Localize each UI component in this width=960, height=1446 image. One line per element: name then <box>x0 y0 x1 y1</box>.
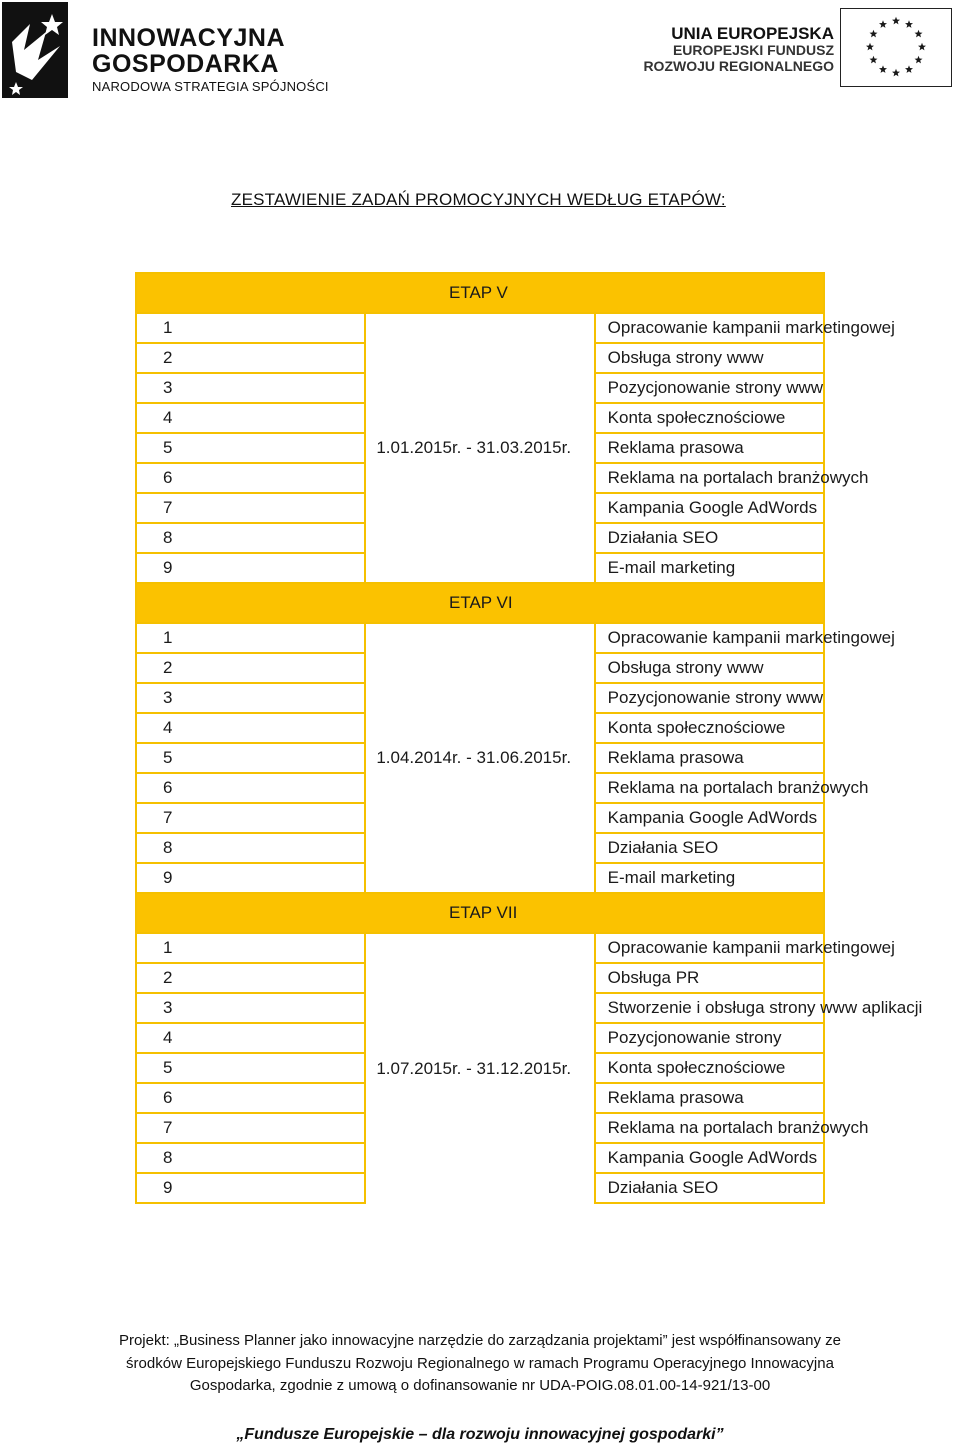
stage-label: ETAP VII <box>136 893 824 933</box>
stage-label: ETAP V <box>136 273 824 313</box>
task-number: 5 <box>136 743 365 773</box>
eu-star-icon <box>915 56 923 64</box>
eu-star-icon <box>905 20 913 28</box>
stage-header-row <box>136 583 824 623</box>
task-name: Konta społecznościowe <box>595 1053 824 1083</box>
task-number: 5 <box>136 1053 365 1083</box>
task-number: 6 <box>136 1083 365 1113</box>
task-name: Reklama na portalach branżowych <box>595 463 824 493</box>
table-row <box>136 313 824 343</box>
task-number: 7 <box>136 1113 365 1143</box>
eu-line-3: ROZWOJU REGIONALNEGO <box>643 59 834 75</box>
eu-logo-text <box>643 24 834 74</box>
task-number: 3 <box>136 683 365 713</box>
footer <box>0 1330 960 1446</box>
eu-star-icon <box>918 43 926 51</box>
task-number: 7 <box>136 803 365 833</box>
task-name: Kampania Google AdWords <box>595 493 824 523</box>
task-name: Kampania Google AdWords <box>595 1143 824 1173</box>
eu-star-icon <box>905 65 913 73</box>
eu-star-icon <box>915 30 923 38</box>
task-number: 1 <box>136 623 365 653</box>
task-name: Działania SEO <box>595 833 824 863</box>
task-name: Konta społecznościowe <box>595 713 824 743</box>
footer-line-2: środków Europejskiego Funduszu Rozwoju Regionalnego w ramach Programu Operacyjnego Innowacyjna <box>0 1353 960 1376</box>
eu-star-icon <box>879 20 887 28</box>
task-name: Obsługa strony www <box>595 343 824 373</box>
stage-header-row <box>136 893 824 933</box>
task-number: 8 <box>136 523 365 553</box>
stage-label: ETAP VI <box>136 583 824 623</box>
task-name: Reklama prasowa <box>595 743 824 773</box>
task-number: 9 <box>136 863 365 893</box>
stages-table <box>135 272 825 1204</box>
task-number: 1 <box>136 933 365 963</box>
logo-line-1: INNOWACYJNA <box>92 26 285 51</box>
task-number: 8 <box>136 1143 365 1173</box>
eu-star-icon <box>869 30 877 38</box>
task-name: Działania SEO <box>595 1173 824 1203</box>
stage-header-row <box>136 273 824 313</box>
innowacyjna-gospodarka-logo <box>2 2 332 98</box>
page-title: ZESTAWIENIE ZADAŃ PROMOCYJNYCH WEDŁUG ETAPÓW: <box>231 190 726 210</box>
task-number: 4 <box>136 1023 365 1053</box>
footer-slogan: „Fundusze Europejskie – dla rozwoju innowacyjnej gospodarki” <box>0 1424 960 1446</box>
task-name: Stworzenie i obsługa strony www aplikacji <box>595 993 824 1023</box>
task-number: 4 <box>136 403 365 433</box>
stages-grid <box>135 272 825 1204</box>
task-name: Opracowanie kampanii marketingowej <box>595 933 824 963</box>
task-number: 2 <box>136 343 365 373</box>
task-number: 8 <box>136 833 365 863</box>
task-name: Reklama prasowa <box>595 1083 824 1113</box>
eu-flag-icon <box>840 8 952 87</box>
task-number: 3 <box>136 993 365 1023</box>
eu-line-1: UNIA EUROPEJSKA <box>643 24 834 43</box>
eu-line-2: EUROPEJSKI FUNDUSZ <box>643 43 834 59</box>
task-name: E-mail marketing <box>595 553 824 583</box>
task-number: 6 <box>136 773 365 803</box>
eu-star-icon <box>869 56 877 64</box>
task-name: Konta społecznościowe <box>595 403 824 433</box>
eu-star-icon <box>892 17 900 25</box>
task-number: 2 <box>136 963 365 993</box>
task-name: Opracowanie kampanii marketingowej <box>595 623 824 653</box>
task-number: 9 <box>136 1173 365 1203</box>
table-row <box>136 623 824 653</box>
stage-period: 1.01.2015r. - 31.03.2015r. <box>365 313 594 583</box>
logo-line-2: GOSPODARKA <box>92 52 279 77</box>
task-name: Obsługa strony www <box>595 653 824 683</box>
task-number: 9 <box>136 553 365 583</box>
innovation-figure-icon <box>2 2 68 98</box>
task-name: Pozycjonowanie strony www <box>595 683 824 713</box>
task-number: 2 <box>136 653 365 683</box>
task-name: Reklama na portalach branżowych <box>595 1113 824 1143</box>
task-name: Reklama na portalach branżowych <box>595 773 824 803</box>
eu-star-icon <box>866 43 874 51</box>
task-name: E-mail marketing <box>595 863 824 893</box>
eu-logo <box>642 8 952 88</box>
task-number: 7 <box>136 493 365 523</box>
footer-line-3: Gospodarka, zgodnie z umową o dofinansowanie nr UDA-POIG.08.01.00-14-921/13-00 <box>0 1375 960 1398</box>
task-number: 1 <box>136 313 365 343</box>
task-number: 4 <box>136 713 365 743</box>
task-name: Obsługa PR <box>595 963 824 993</box>
stage-period: 1.04.2014r. - 31.06.2015r. <box>365 623 594 893</box>
task-name: Pozycjonowanie strony <box>595 1023 824 1053</box>
task-name: Działania SEO <box>595 523 824 553</box>
table-row <box>136 933 824 963</box>
task-name: Reklama prasowa <box>595 433 824 463</box>
task-number: 5 <box>136 433 365 463</box>
footer-line-1: Projekt: „Business Planner jako innowacyjne narzędzie do zarządzania projektami” jest współfinansowany ze <box>0 1330 960 1353</box>
task-number: 6 <box>136 463 365 493</box>
task-name: Kampania Google AdWords <box>595 803 824 833</box>
eu-star-icon <box>892 69 900 77</box>
task-name: Opracowanie kampanii marketingowej <box>595 313 824 343</box>
logo-line-3: NARODOWA STRATEGIA SPÓJNOŚCI <box>92 79 329 94</box>
eu-star-icon <box>879 65 887 73</box>
task-number: 3 <box>136 373 365 403</box>
task-name: Pozycjonowanie strony www <box>595 373 824 403</box>
stage-period: 1.07.2015r. - 31.12.2015r. <box>365 933 594 1203</box>
